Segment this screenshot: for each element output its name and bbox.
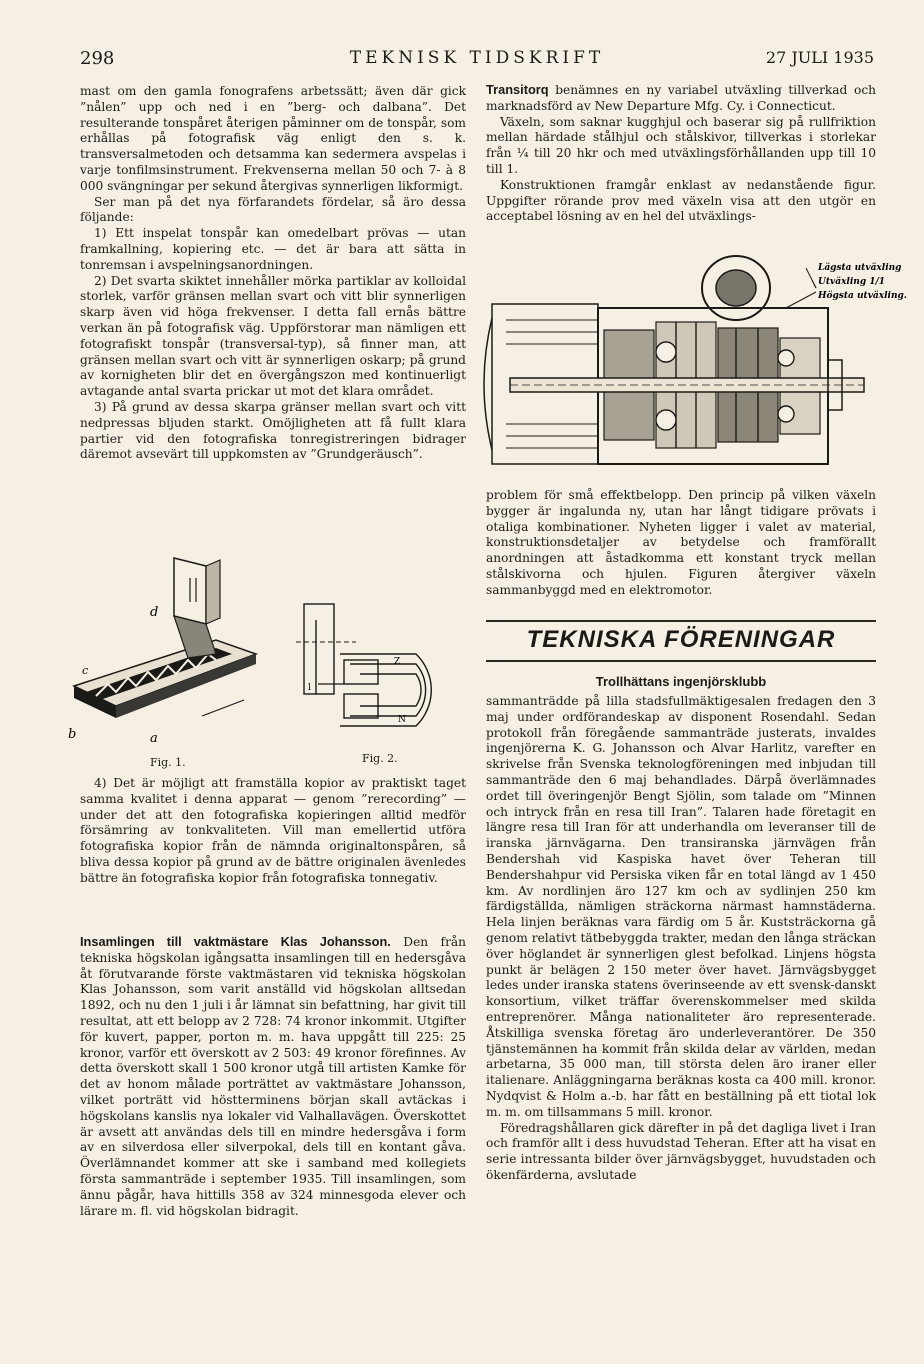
- transitorq-drawing: [486, 248, 907, 474]
- paragraph: 4) Det är möjligt att framställa kopior av praktiskt taget samma kvalitet i denna apparat — genom ”rerecording” — under det att den fotografiska kopieringen alltid medför försämring av tonkvaliteten. Vill man emellertid utföra fotografiska kopior från de nämnda originaltonspåren, så bliva dessa kopior på grund av de bättre originalen ävenledes bättre än fotografiska kopior från fotografiska tonnegativ.: [80, 776, 466, 885]
- paragraph: Konstruktionen framgår enklast av nedanstående figur. Uppgifter rörande prov med växeln visa att den utgör en acceptabel lösning av en hel del utväxlings-: [486, 177, 876, 224]
- notice-title: Insamlingen till vaktmästare Klas Johansson.: [80, 934, 391, 949]
- machine-label-mid: Utväxling 1/1: [818, 277, 886, 287]
- fig1-label-c: c: [82, 664, 89, 677]
- figure-2-caption: Fig. 2.: [362, 752, 398, 765]
- machine-label-low: Lägsta utväxling: [818, 263, 902, 273]
- transitorq-title: Transitorq: [486, 82, 549, 97]
- figure-1-caption: Fig. 1.: [150, 756, 186, 769]
- paragraph: sammanträdde på lilla stadsfullmäktigesalen fredagen den 3 maj under ordförandeskap av disponent Rosendahl. Sedan protokoll från föregående sammanträde justerats, invaldes ingenjörerna K. G. Johansson och Alvar Harlitz, varefter en skrivelse från Svenska teknologföreningen med inbjudan till sammanträde den 6 maj behandlades. Därpå överlämnades ordet till överingenjör Bengt Sjölin, som talade om ”Minnen och intryck från en resa till Iran”. Talaren hade företagit en längre resa till Iran för att underhandla om leveranser till de iranska järnvägarna. Den transiranska järnvägen från Bendershah vid Kaspiska havet över Teheran till Bendershahpur vid Persiska viken får en total längd av 1 450 km. Av nordlinjen äro 127 km och av sydlinjen 250 km färdigställda, nämligen sträckorna närmast hamnstäderna. Hela linjen beräknas vara färdig om 5 år. Kuststräckorna gå genom relativt tätbebyggda trakter, medan den långa sträckan över höglandet är synnerligen glest befolkad. Linjens högsta punkt är belägen 2 150 meter över havet. Järnvägsbygget ledes under iranska statens överinseende av ett svensk-danskt konsortium, vilket träffar överenskommelser med skilda entreprenörer. Många nationaliteter äro representerade. Åtskilliga svenska företag äro underleverantörer. De 350 tjänstemännen ha kommit från skilda delar av världen, medan arbetarna, 35 000 man, till största delen äro iraner eller italienare. Anläggningarna beräknas kosta ca 400 mill. kronor. Nydqvist & Holm a.-b. har fått en beställning på ett tiotal lok m. m. om tillsammans 5 mill. kronor.: [486, 694, 876, 1119]
- transitorq-intro: benämnes en ny variabel utväxling tillverkad och marknadsförd av New Departure Mfg. Cy. i Connecticut.: [486, 83, 876, 113]
- section-rule-bottom: [486, 660, 876, 662]
- paragraph: mast om den gamla fonografens arbetssätt; även där gick ”nålen” upp och ned i en ”berg- och dalbana”. Det resulterande tonspåret återigen påminner om de tonspår, som erhållas på fotografisk väg enligt den s. k. transversalmetoden och detsamma kan sedermera avspelas i varje tonfilmsinstrument. Frekvenserna mellan 50 och 7- à 8 000 svängningar per sekund återgivas synnerligen likformigt.: [80, 84, 466, 193]
- club-report: [486, 694, 876, 1184]
- notice-paragraph: [80, 934, 466, 1219]
- left-column-text: [80, 84, 466, 463]
- issue-date: 27 JULI 1935: [765, 48, 874, 67]
- paragraph: Ser man på det nya förfarandets fördelar, så äro dessa följande:: [80, 194, 466, 225]
- club-heading: Trollhättans ingenjörsklubb: [595, 674, 767, 689]
- right-column-text-2: [486, 488, 876, 599]
- paragraph: problem för små effektbelopp. Den princip på vilken växeln bygger är ingalunda ny, utan har långt tidigare prövats i otaliga kombinationer. Nyheten ligger i valet av material, konstruktionsdetaljer av betydelse och framförallt anordningen att åstadkomma ett konstant tryck mellan stålskivorna och hjulen. Figuren återgiver växeln sammanbyggd med en elektromotor.: [486, 488, 876, 597]
- journal-title: TEKNISK TIDSKRIFT: [349, 48, 605, 68]
- fig1-label-d: d: [150, 605, 159, 620]
- fig2-label-l: l: [308, 683, 311, 693]
- paragraph: Växeln, som saknar kugghjul och baserar sig på rullfriktion mellan härdade stålhjul och stålskivor, tillverkas i storlekar från ¼ till 20 hkr och med utväxlingsförhållanden upp till 10 till 1.: [486, 114, 876, 176]
- notice-block: [80, 934, 466, 1219]
- figure-2-illustration: [296, 602, 476, 742]
- section-title: TEKNISKA FÖRENINGAR: [526, 626, 836, 653]
- left-column-text-2: [80, 776, 466, 887]
- fig1-label-a: a: [150, 731, 158, 746]
- paragraph: Föredragshållaren gick därefter in på det dagliga livet i Iran och framför allt i dess huvudstad Teheran. Efter att ha visat en serie intressanta bilder över järnvägsbygget, huvudstaden och ökenfärderna, avslutade: [486, 1120, 876, 1182]
- paragraph: 1) Ett inspelat tonspår kan omedelbart prövas — utan framkallning, kopiering etc. — det är bara att sätta in tonremsan i avspelningsanordningen.: [80, 226, 466, 272]
- machine-label-high: Högsta utväxling.: [818, 291, 907, 301]
- paragraph: [486, 82, 876, 115]
- right-column-text: [486, 82, 876, 225]
- section-rule-top: [486, 620, 876, 622]
- fig2-label-n: N: [398, 715, 406, 725]
- paragraph: 2) Det svarta skiktet innehåller mörka partiklar av kolloidal storlek, varför gränsen mellan svart och vitt blir synnerligen skarp även vid höga frekvenser. I detta fall ernås bättre verkan än på fotografisk väg. Uppförstorar man nämligen ett fotografiskt tonspår (transversal-typ), så finner man, att gränsen mellan svart och vitt är synnerligen oskarp; på grund av kornigheten blir det en övergångszon med kontinuerligt avtagande antal svarta prickar ut mot det klara området.: [80, 273, 466, 399]
- figure-1-illustration: [66, 556, 266, 756]
- fig1-label-b: b: [68, 727, 77, 742]
- page-number: 298: [80, 48, 115, 69]
- page-header: [80, 48, 874, 72]
- notice-body: Den från tekniska högskolan igångsatta insamlingen till en hedersgåva åt förutvarande förste vaktmästaren vid tekniska högskolan Klas Johansson, som varit anställd vid högskolan alltsedan 1892, och nu den 1 juli i år lämnat sin befattning, har givit till resultat, att ett belopp av 2 728: 74 kronor inkommit. Utgifter för kuvert, papper, porton m. m. hava uppgått till 225: 25 kronor, varför ett överskott av 2 503: 49 kronor förefinnes. Av detta överskott skall 1 500 kronor utgå till artisten Kamke för det av honom målade porträttet av vaktmästare Johansson, vilket porträtt vid höstterminens början skall avtäckas i högskolans kanslis nya lokaler vid Valhallavägen. Överskottet är avsett att användas dels till en mindre hedersgåva i form av en silverdosa eller silverpokal, dels till en kontant gåva. Överlämnandet kommer att ske i samband med kollegiets första sammanträde i september 1935. Till insamlingen, som ännu pågår, hava hittills 358 av 324 minnesgoda elever och lärare m. fl. vid högskolan bidragit.: [80, 935, 467, 1218]
- paragraph: 3) På grund av dessa skarpa gränser mellan svart och vitt nedpressas bljuden starkt. Omöjligheten att få fullt klara partier vid den fotografiska tonregistreringen bidrager däremot avsevärt till uppkomsten av ”Grundgeräusch”.: [80, 399, 466, 462]
- fig2-label-z: Z: [394, 657, 401, 667]
